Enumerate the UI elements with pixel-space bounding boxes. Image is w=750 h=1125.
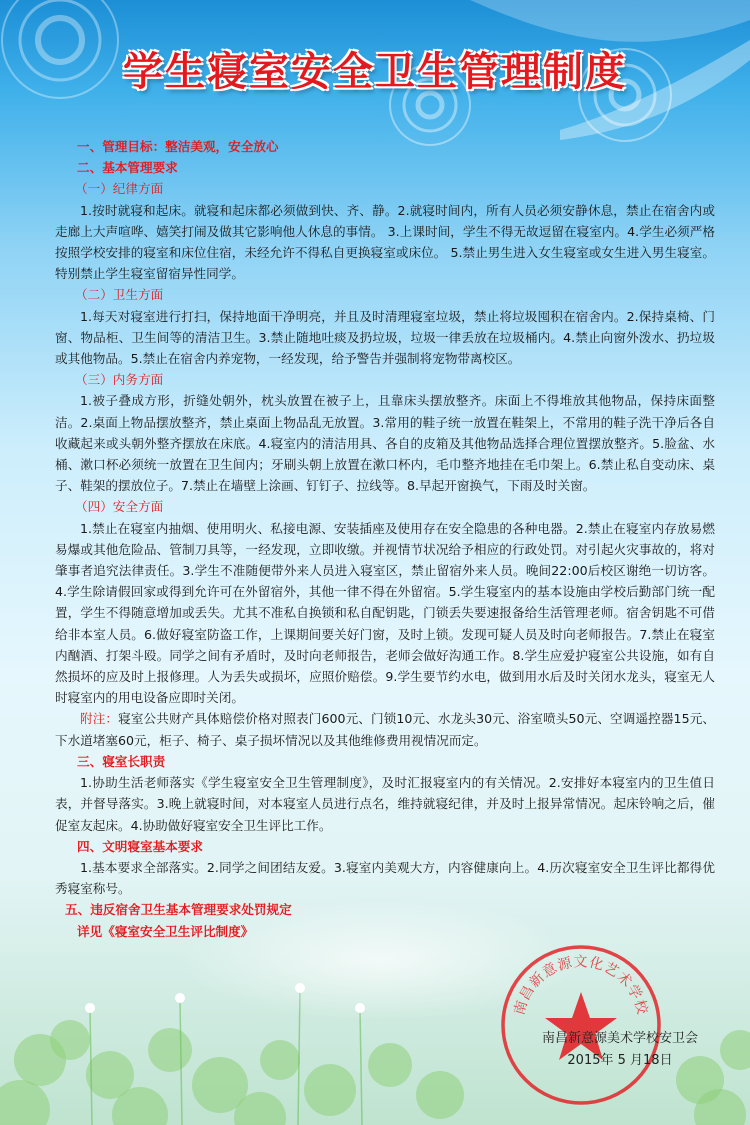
paragraph-room-leader: 1.协助生活老师落实《学生寝室安全卫生管理制度》，及时汇报寝室内的有关情况。2.安排好本寝室内的卫生值日表，并督导落实。3.晚上就寝时间，对本寝室人员进行点名，维持就寝纪律，并及时上报异常情况。起床铃响之后，催促室友起床。4.协助做好寝室安全卫生评比工作。: [55, 775, 715, 833]
swoosh-top-right: [470, 0, 750, 42]
signature-org: 南昌新意源美术学校安卫会: [541, 1031, 698, 1046]
paragraph-safety: 1.禁止在寝室内抽烟、使用明火、私接电源、安装插座及使用存在安全隐患的各种电器。2.禁止在寝室内存放易燃易爆或其他危险品、管制刀具等，一经发现，立即收缴。并视情节状况给予相应的行政处罚。对引起火灾事故的，将对肇事者追究法律责任。3.学生不准随便带外来人员进入寝室区，禁止留宿外来人员。晚间22:00后校区谢绝一切访客。 4.学生除请假回家或得到允许可在外留宿外，其他一律不得在外留宿。5.学生寝室内的基本设施由学校后勤部门统一配置，学生不得随意增加或丢失。尤其不准私自换锁和私自配钥匙，门锁丢失要速报备给生活管理老师。宿舍钥匙不可借给非本室人员。6.做好寝室防盗工作，上课期间要关好门窗，及时上锁。发现可疑人员及时向老师报告。7.禁止在寝室内酗酒、打架斗殴。同学之间有矛盾时，及时向老师报告，老师会做好沟通工作。8.学生应爱护寝室公共设施，如有自然损坏的应及时上报修理。人为丢失或损坏，应照价赔偿。9.学生要节约水电，做到用水后及时关闭水龙头，寝室无人时寝室内的用电设备应即时关闭。: [55, 520, 715, 706]
signature-date: 2015年 5 月18日: [567, 1053, 673, 1068]
paragraph-discipline: 1.按时就寝和起床。就寝和起床都必须做到快、齐、静。2.就寝时间内，所有人员必须安静休息，禁止在宿舍内或走廊上大声喧哗、嬉笑打闹及做其它影响他人休息的事情。 3.上课时间，学生不得无故逗留在寝室内。4.学生必须严格按照学校安排的寝室和床位住宿，未经允许不得私自更换寝室或床位。 5.禁止男生进入女生寝室或女生进入男生寝室。特别禁止学生寝室留宿异性同学。: [55, 202, 715, 282]
page-title: 学生寝室安全卫生管理制度: [123, 49, 627, 95]
note-text: 寝室公共财产具体赔偿价格对照表门600元、门锁10元、水龙头30元、浴室喷头50元、空调遥控器15元、下水道堵塞60元，柜子、椅子、桌子损坏情况以及其他维修费用视情况而定。: [55, 711, 716, 748]
paragraph-note: [55, 708, 715, 750]
section-room-leader: 三、寝室长职责: [77, 753, 166, 769]
svg-text:南昌新意源文化艺术学校: 南昌新意源文化艺术学校: [511, 954, 651, 1017]
signature-block: [505, 1028, 735, 1072]
subsection-safety: （四）安全方面: [75, 499, 164, 515]
paragraph-housekeeping: 1.被子叠成方形，折缝处朝外，枕头放置在被子上，且靠床头摆放整齐。床面上不得堆放其他物品，保持床面整洁。2.桌面上物品摆放整齐，禁止桌面上物品乱无放置。3.常用的鞋子统一放置在鞋架上，不常用的鞋子洗干净后各自收藏起来或头朝外整齐摆放在床底。4.寝室内的清洁用具、各自的皮箱及其他物品选择合理位置摆放整齐。5.脸盆、水桶、漱口杯必须统一放置在卫生间内；牙刷头朝上放置在漱口杯内，毛巾整齐地挂在毛巾架上。6.禁止私自变动床、桌子、鞋架的摆放位子。7.禁止在墙壁上涂画、钉钉子、拉线等。8.早起开窗换气，下雨及时关窗。: [55, 393, 715, 494]
section-civilized-room: 四、文明寝室基本要求: [77, 838, 203, 854]
school-seal-stamp: [496, 940, 666, 1110]
section-basic: 二、基本管理要求: [77, 160, 178, 176]
subsection-hygiene: （二）卫生方面: [75, 287, 164, 303]
section-penalty: 五、违反宿舍卫生基本管理要求处罚规定: [65, 902, 292, 918]
section-penalty-detail: 详见《寝室安全卫生评比制度》: [77, 923, 254, 939]
subsection-housekeeping: （三）内务方面: [75, 372, 164, 388]
note-label: 附注：: [80, 711, 119, 727]
section-goal: 一、管理目标：整洁美观，安全放心: [77, 139, 279, 154]
rules-content: [55, 136, 715, 942]
subsection-discipline: （一）纪律方面: [75, 181, 164, 197]
paragraph-hygiene: 1.每天对寝室进行打扫，保持地面干净明亮，并且及时清理寝室垃圾，禁止将垃圾囤积在宿舍内。2.保持桌椅、门窗、物品柜、卫生间等的清洁卫生。3.禁止随地吐痰及扔垃圾，垃圾一律丢放在垃圾桶内。4.禁止向窗外泼水、扔垃圾或其他物品。5.禁止在宿舍内养宠物，一经发现，给予警告并强制将宠物带离校区。: [55, 308, 715, 367]
paragraph-civilized-room: 1.基本要求全部落实。2.同学之间团结友爱。3.寝室内美观大方，内容健康向上。4.历次寝室安全卫生评比都得优秀寝室称号。: [55, 859, 715, 897]
